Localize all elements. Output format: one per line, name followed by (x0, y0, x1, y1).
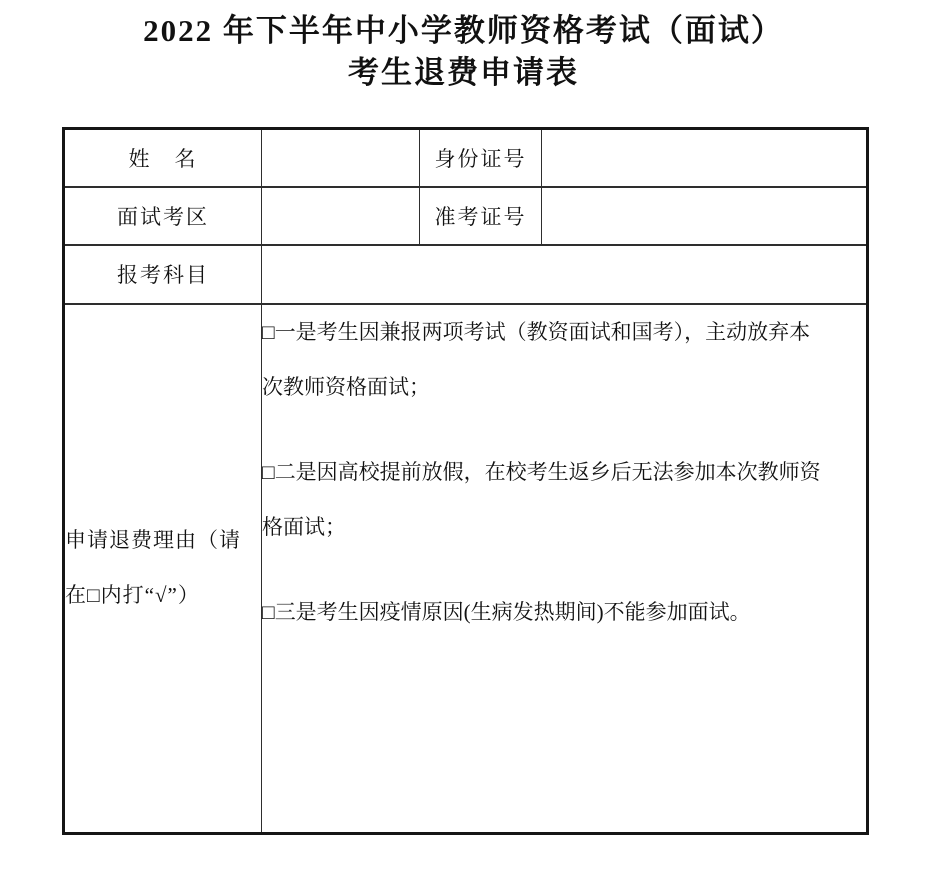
refund-form-table (62, 127, 869, 835)
reason-option-1-line-2: 次教师资格面试； (262, 374, 430, 399)
reason-options-cell (262, 304, 868, 834)
ticket-number-input-cell[interactable] (542, 187, 868, 245)
exam-area-input-cell[interactable] (262, 187, 420, 245)
checkbox-icon[interactable]: □ (262, 319, 275, 344)
table-row-area-ticket (64, 187, 868, 245)
table-row-reason (64, 304, 868, 834)
reason-label-line-1: 申请退费理由（请 (65, 528, 241, 553)
checkbox-icon[interactable]: □ (262, 459, 275, 484)
reason-option-1-text: 一是考生因兼报两项考试（教资面试和国考），主动放弃本 (274, 319, 811, 344)
id-number-input-cell[interactable] (542, 129, 868, 187)
exam-area-label-cell: 面试考区 (64, 187, 262, 245)
reason-option-3 (262, 585, 866, 640)
form-title-line-2: 考生退费申请表 (348, 55, 579, 90)
table-row-subject (64, 245, 868, 304)
form-title (0, 10, 927, 94)
reason-option-2 (262, 445, 866, 555)
form-title-line-1: 2022 年下半年中小学教师资格考试（面试） (143, 13, 784, 48)
checkbox-icon[interactable]: □ (262, 599, 275, 624)
reason-option-2-text: 二是因高校提前放假，在校考生返乡后无法参加本次教师资 (274, 459, 821, 484)
ticket-number-label-cell: 准考证号 (420, 187, 542, 245)
reason-option-2-line-2: 格面试； (262, 514, 346, 539)
table-row-name-id (64, 129, 868, 187)
reason-option-1-line-1 (262, 305, 866, 360)
reason-option-1 (262, 305, 866, 415)
reason-option-2-line-1 (262, 445, 866, 500)
id-number-label-cell: 身份证号 (420, 129, 542, 187)
subject-input-cell[interactable] (262, 245, 868, 304)
subject-label-cell: 报考科目 (64, 245, 262, 304)
reason-option-3-line-1 (262, 585, 866, 640)
reason-label-line-2: 在□内打“√”） (65, 583, 200, 608)
reason-option-3-text: 三是考生因疫情原因(生病发热期间)不能参加面试。 (274, 599, 751, 624)
reason-label-cell (64, 304, 262, 834)
name-label-cell: 姓 名 (64, 129, 262, 187)
name-input-cell[interactable] (262, 129, 420, 187)
